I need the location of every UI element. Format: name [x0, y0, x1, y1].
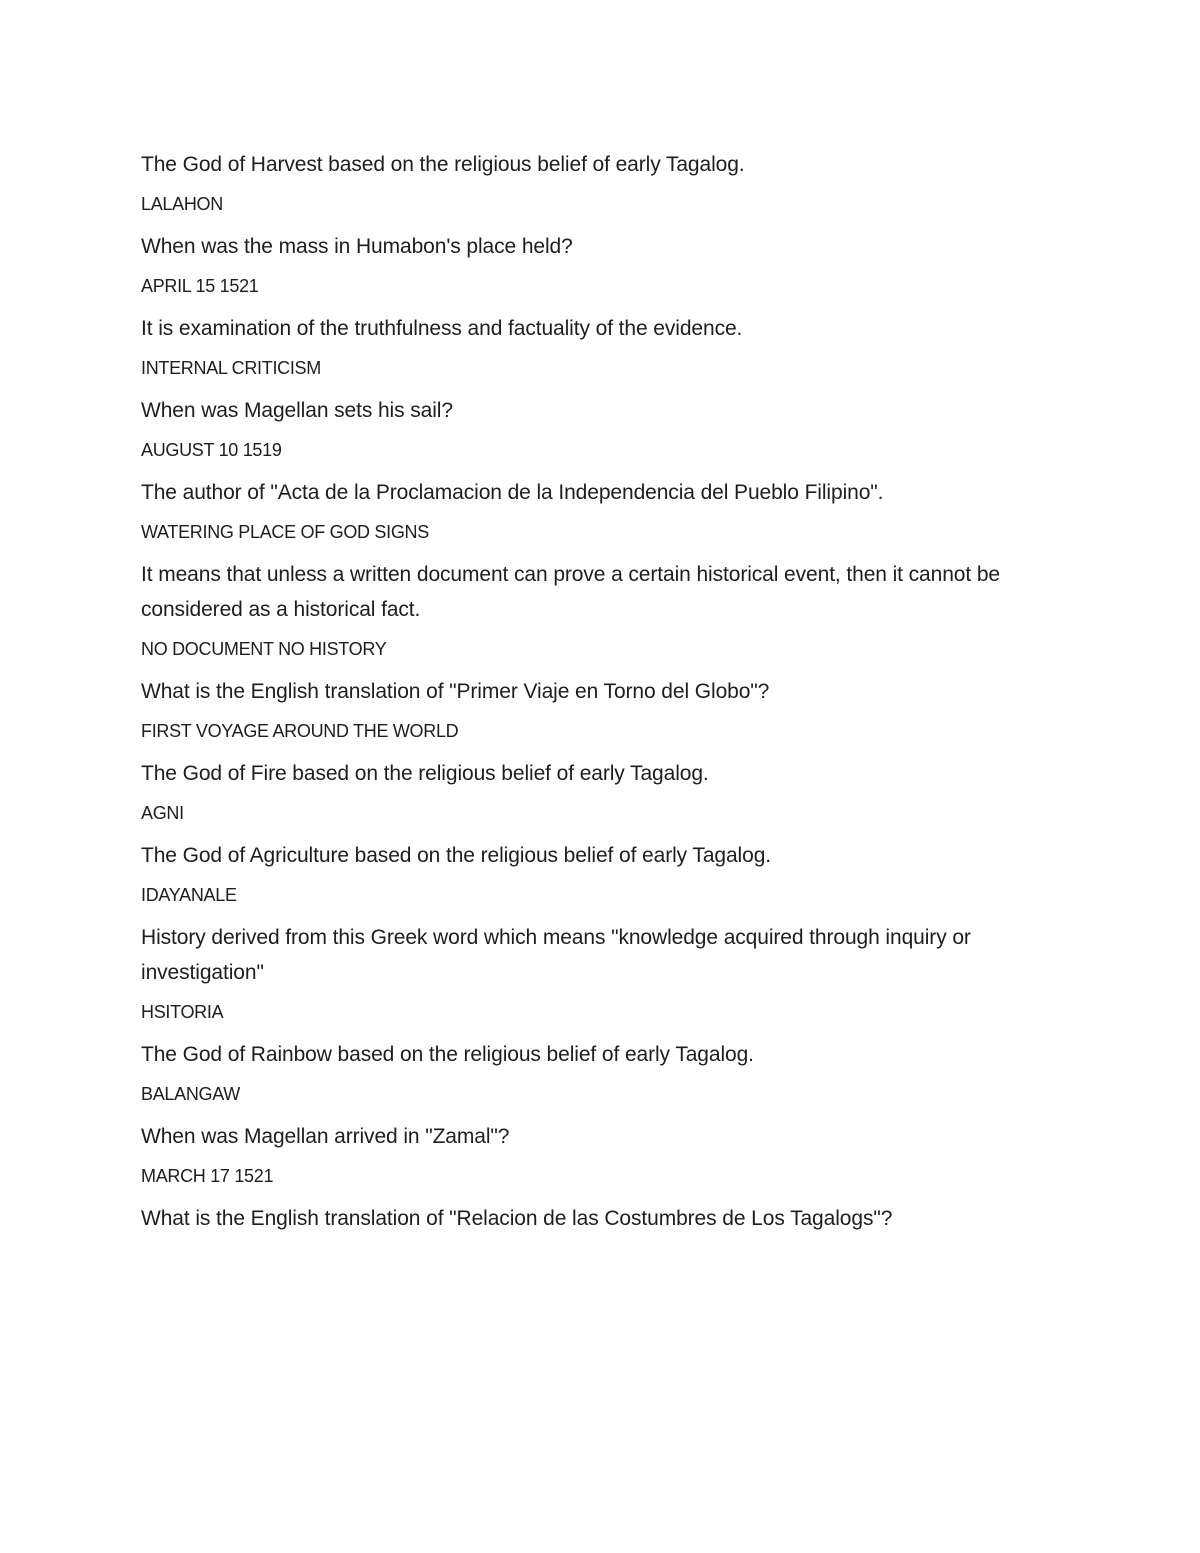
answer-text: FIRST VOYAGE AROUND THE WORLD [141, 721, 459, 741]
qa-item [141, 920, 1071, 1024]
question-text: It is examination of the truthfulness and factuality of the evidence. [141, 317, 743, 340]
qa-item [141, 838, 1071, 907]
qa-item [141, 475, 1071, 544]
question-text: What is the English translation of "Relacion de las Costumbres de Los Tagalogs"? [141, 1207, 893, 1230]
question-text: What is the English translation of "Primer Viaje en Torno del Globo"? [141, 680, 770, 703]
qa-item [141, 756, 1071, 825]
qa-item [141, 1037, 1071, 1106]
question-text: When was Magellan sets his sail? [141, 399, 453, 422]
question-text: When was Magellan arrived in "Zamal"? [141, 1125, 510, 1148]
qa-item [141, 557, 1071, 661]
qa-item [141, 1201, 1071, 1236]
question-text: The God of Fire based on the religious belief of early Tagalog. [141, 762, 709, 785]
question-text: The God of Rainbow based on the religious belief of early Tagalog. [141, 1043, 754, 1066]
qa-item [141, 311, 1071, 380]
question-text: It means that unless a written document can prove a certain historical event, then it cannot be considered as a historical fact. [141, 563, 1000, 621]
qa-item [141, 674, 1071, 743]
question-text: When was the mass in Humabon's place held? [141, 235, 573, 258]
answer-text: HSITORIA [141, 1002, 224, 1022]
answer-text: AUGUST 10 1519 [141, 440, 282, 460]
answer-text: AGNI [141, 803, 184, 823]
qa-list [141, 147, 1071, 1236]
answer-text: BALANGAW [141, 1084, 240, 1104]
question-text: The God of Agriculture based on the religious belief of early Tagalog. [141, 844, 772, 867]
question-text: History derived from this Greek word which means "knowledge acquired through inquiry or investigation" [141, 926, 971, 984]
qa-item [141, 229, 1071, 298]
qa-item [141, 393, 1071, 462]
qa-item [141, 147, 1071, 216]
answer-text: LALAHON [141, 194, 223, 214]
question-text: The God of Harvest based on the religious belief of early Tagalog. [141, 153, 745, 176]
answer-text: IDAYANALE [141, 885, 237, 905]
question-text: The author of "Acta de la Proclamacion de la Independencia del Pueblo Filipino". [141, 481, 884, 504]
answer-text: APRIL 15 1521 [141, 276, 259, 296]
answer-text: MARCH 17 1521 [141, 1166, 274, 1186]
answer-text: NO DOCUMENT NO HISTORY [141, 639, 387, 659]
answer-text: WATERING PLACE OF GOD SIGNS [141, 522, 429, 542]
answer-text: INTERNAL CRITICISM [141, 358, 321, 378]
qa-item [141, 1119, 1071, 1188]
